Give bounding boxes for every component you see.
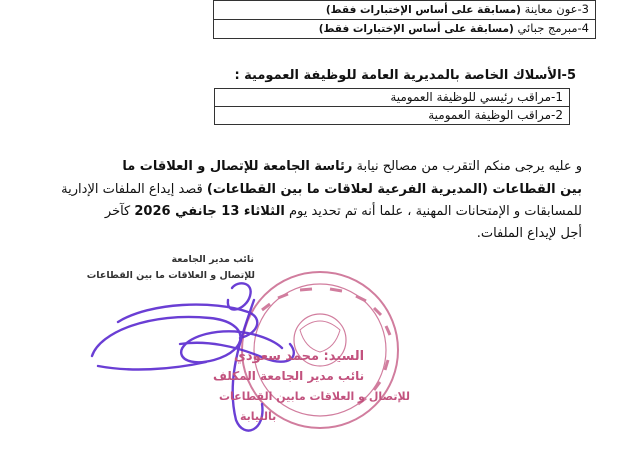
stamp-role: نائب مدير الجامعة المكلف: [213, 369, 365, 383]
stamp-acting: بالنيابة: [240, 410, 277, 423]
signature-title-line-2: للإتصال و العلاقات ما بين القطاعات: [86, 270, 255, 281]
stamp-name: السيد: محمد سعودي: [234, 349, 365, 364]
bold-span: بين القطاعات (المديرية الفرعية لعلاقات ما بين القطاعات): [206, 182, 582, 197]
text-span: للمسابقات و الإمتحانات المهنية ، علما أنه تم تحديد يوم: [284, 204, 582, 219]
grade-qualification: (مسابقة على أساس الإختبارات فقط): [318, 23, 514, 35]
grade-label: 4-مبرمج جبائي: [517, 21, 589, 35]
grade-qualification: (مسابقة على أساس الإختبارات فقط): [325, 4, 521, 16]
paragraph-line-4: أجل لإيداع الملفات.: [476, 226, 582, 241]
bold-span: رئاسة الجامعة للإتصال و العلاقات ما: [122, 159, 353, 174]
text-span: و عليه يرجى منكم التقرب من مصالح نيابة: [352, 159, 582, 174]
section-title: 5-الأسلاك الخاصة بالمديرية العامة للوظيفة العمومية :: [234, 68, 576, 83]
grade-cell: 1-مراقب رئيسي للوظيفة العمومية: [215, 89, 570, 107]
grade-label: 3-عون معاينة: [524, 2, 589, 16]
stamp-department: للإتصال و العلاقات مابين القطاعات: [219, 390, 410, 403]
grade-cell: 2-مراقب الوظيفة العمومية: [215, 107, 570, 125]
text-span: قصد إيداع الملفات الإدارية: [61, 182, 207, 197]
bold-span: الثلاثاء 13 جانفي 2026: [134, 204, 285, 219]
signature-title-line-1: نائب مدير الجامعة: [171, 254, 254, 265]
text-span: كآخر: [104, 204, 135, 219]
